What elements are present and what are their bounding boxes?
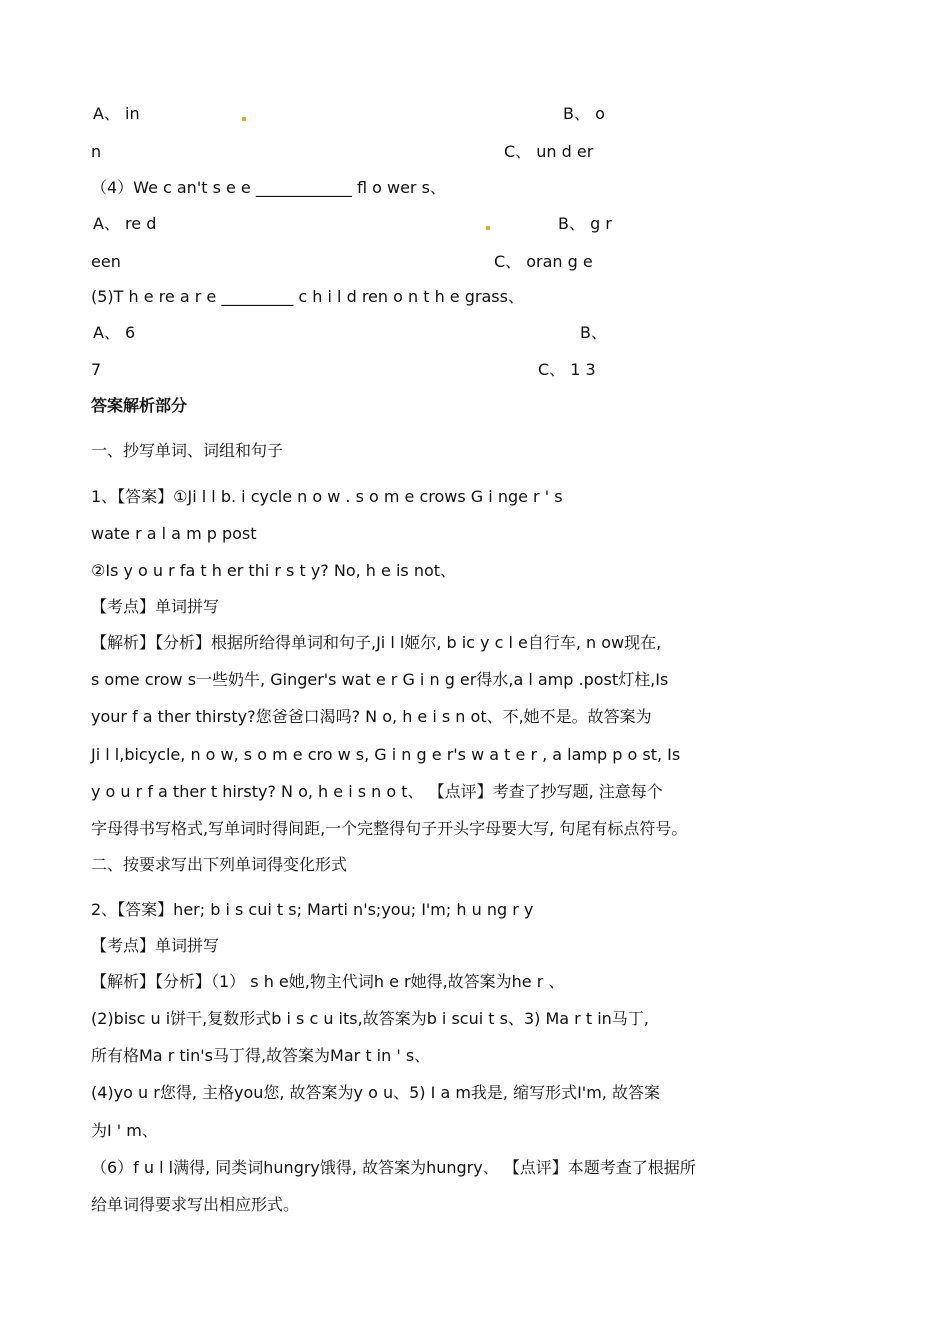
- q5-stem: (5)T h e re a r e _________ c h i l d ren o n t h e grass、: [91, 287, 524, 306]
- decorative-dot: [242, 117, 246, 121]
- answer1-analysis-line5: y o u r f a ther t hirsty? N o, h e i s n o t、 【点评】考查了抄写题, 注意每个: [91, 782, 663, 801]
- q5-option-b-continued: 7: [91, 360, 102, 379]
- answer1-kaodian: 【考点】单词拼写: [91, 597, 220, 616]
- section1-title: 一、抄写单词、词组和句子: [91, 441, 284, 460]
- answer1-analysis-line3: your f a ther thirsty?您爸爸口渴吗? N o, h e i s n ot、不,她不是。故答案为: [91, 707, 652, 726]
- section2-title: 二、按要求写出下列单词得变化形式: [91, 855, 348, 874]
- q4-option-b: B、 g r: [558, 214, 612, 233]
- q4-option-a: A、 re d: [93, 214, 157, 233]
- answer2-analysis-line3: 所有格Ma r tin's马丁得,故答案为Mar t in ' s、: [91, 1046, 431, 1065]
- answer1-analysis-line1: 【解析】【分析】根据所给得单词和句子,Ji l l姬尔, b ic y c l e自行车, n ow现在,: [91, 633, 662, 652]
- q5-option-c: C、 1 3: [538, 360, 596, 379]
- q3-option-b-continued: n: [91, 142, 102, 161]
- q5-option-b: B、: [580, 323, 607, 342]
- q4-option-b-continued: een: [91, 252, 121, 271]
- answer1-analysis-line6: 字母得书写格式,写单词时得间距,一个完整得句子开头字母要大写, 句尾有标点符号。: [91, 819, 688, 838]
- answer2-analysis-line2: (2)bisc u i饼干,复数形式b i s c u its,故答案为b i scui t s、3) Ma r t in马丁,: [91, 1009, 649, 1028]
- answer1-line2: wate r a l a m p post: [91, 524, 257, 543]
- answer1-line1: 1、【答案】①Ji l l b. i cycle n o w . s o m e crows G i nge r ' s: [91, 487, 563, 506]
- q4-option-c: C、 oran g e: [494, 252, 593, 271]
- answer2-analysis-line6: （6）f u l l满得, 同类词hungry饿得, 故答案为hungry、 【点评】本题考查了根据所: [91, 1158, 696, 1177]
- q5-option-a: A、 6: [93, 323, 136, 342]
- q3-option-c: C、 un d er: [504, 142, 594, 161]
- answer-section-heading: 答案解析部分: [91, 396, 188, 415]
- q3-option-b: B、 o: [563, 104, 605, 123]
- answer2-kaodian: 【考点】单词拼写: [91, 936, 220, 955]
- answer2-line1: 2、【答案】her; b i s cui t s; Marti n's;you; I'm; h u ng r y: [91, 900, 534, 919]
- answer2-analysis-line1: 【解析】【分析】（1） s h e她,物主代词h e r她得,故答案为he r 、: [91, 972, 565, 991]
- decorative-dot: [486, 226, 490, 230]
- q3-option-a: A、 in: [93, 104, 140, 123]
- q4-stem: （4）We c an't s e e ____________ fl o wer s、: [91, 178, 446, 197]
- answer1-analysis-line2: s ome crow s一些奶牛, Ginger's wat e r G i n g er得水,a l amp .post灯柱,Is: [91, 670, 669, 689]
- answer2-analysis-line4: (4)yo u r您得, 主格you您, 故答案为y o u、5) I a m我是, 缩写形式I'm, 故答案: [91, 1083, 660, 1102]
- answer2-analysis-line7: 给单词得要求写出相应形式。: [91, 1195, 300, 1214]
- answer1-line3: ②Is y o u r fa t h er thi r s t y? No, h e is not、: [91, 561, 457, 580]
- answer2-analysis-line5: 为I ' m、: [91, 1121, 158, 1140]
- answer1-analysis-line4: Ji l l,bicycle, n o w, s o m e cro w s, G i n g e r's w a t e r , a lamp p o st, Is: [91, 745, 681, 764]
